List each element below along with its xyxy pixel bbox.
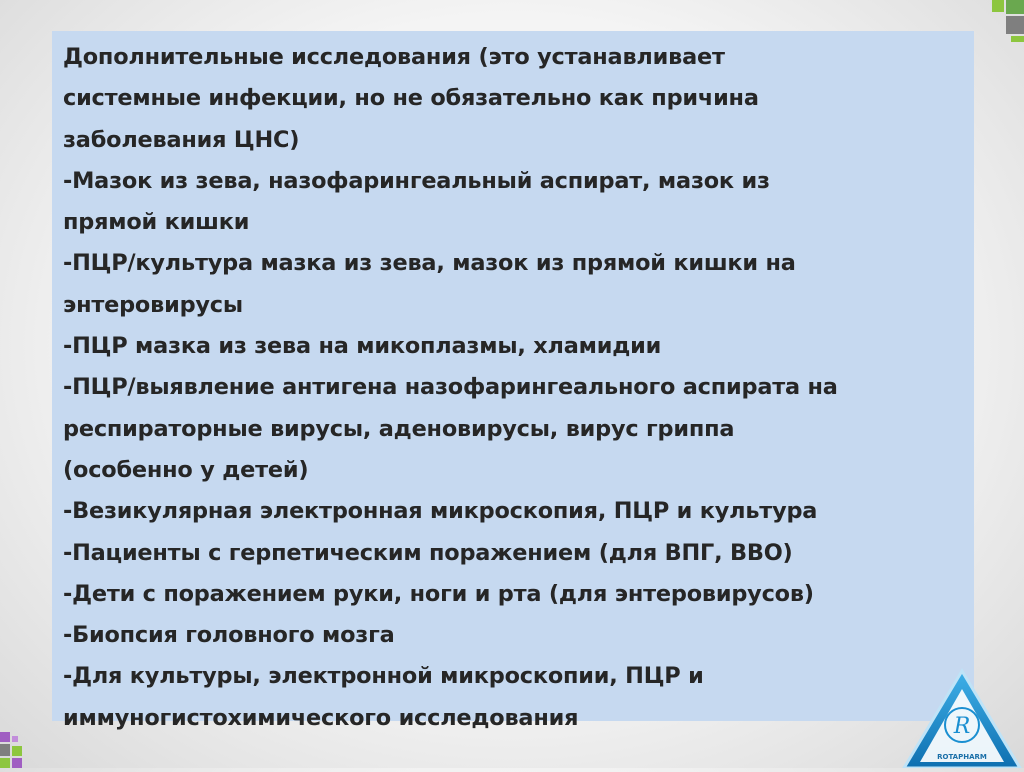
gray-square	[1006, 16, 1024, 34]
gray-square	[0, 744, 10, 756]
text-line: респираторные вирусы, аденовирусы, вирус гриппа	[63, 415, 735, 442]
text-line: Дополнительные исследования (это устанавливает	[63, 44, 725, 70]
green-square	[992, 0, 1004, 12]
text-line: -Мазок из зева, назофарингеальный аспират, мазок из	[63, 167, 770, 194]
text-line: -ПЦР/выявление антигена назофарингеального аспирата на	[63, 374, 838, 401]
purple-square	[12, 736, 18, 742]
logo-brand-text: ROTAPHARM	[937, 753, 987, 761]
purple-square	[12, 758, 22, 768]
text-line: -Везикулярная электронная микроскопия, ПЦР и культура	[63, 498, 818, 525]
text-line: иммуногистохимического исследования	[63, 704, 579, 731]
green-square	[0, 758, 10, 768]
text-line: -Пациенты с герпетическим поражением (для ВПГ, ВВО)	[63, 539, 793, 566]
text-line: энтеровирусы	[63, 291, 243, 318]
text-line: прямой кишки	[63, 209, 250, 236]
rotapharm-logo	[900, 667, 1024, 768]
green-square	[1006, 0, 1024, 14]
text-line: -ПЦР/культура мазка из зева, мазок из прямой кишки на	[63, 250, 796, 277]
logo-monogram: R	[953, 714, 971, 739]
text-line: -Биопсия головного мозга	[63, 622, 395, 649]
text-line: -ПЦР мазка из зева на микоплазмы, хламидии	[63, 333, 662, 360]
content-text-box	[52, 31, 974, 731]
text-line: системные инфекции, но не обязательно как причина	[63, 85, 759, 112]
text-line: -Дети с поражением руки, ноги и рта (для энтеровирусов)	[63, 580, 814, 607]
green-square	[12, 746, 22, 756]
text-line: -Для культуры, электронной микроскопии, ПЦР и	[63, 663, 704, 690]
green-square	[1011, 36, 1024, 42]
purple-square	[0, 732, 10, 742]
text-line: (особенно у детей)	[63, 456, 309, 483]
text-line: заболевания ЦНС)	[63, 126, 300, 153]
